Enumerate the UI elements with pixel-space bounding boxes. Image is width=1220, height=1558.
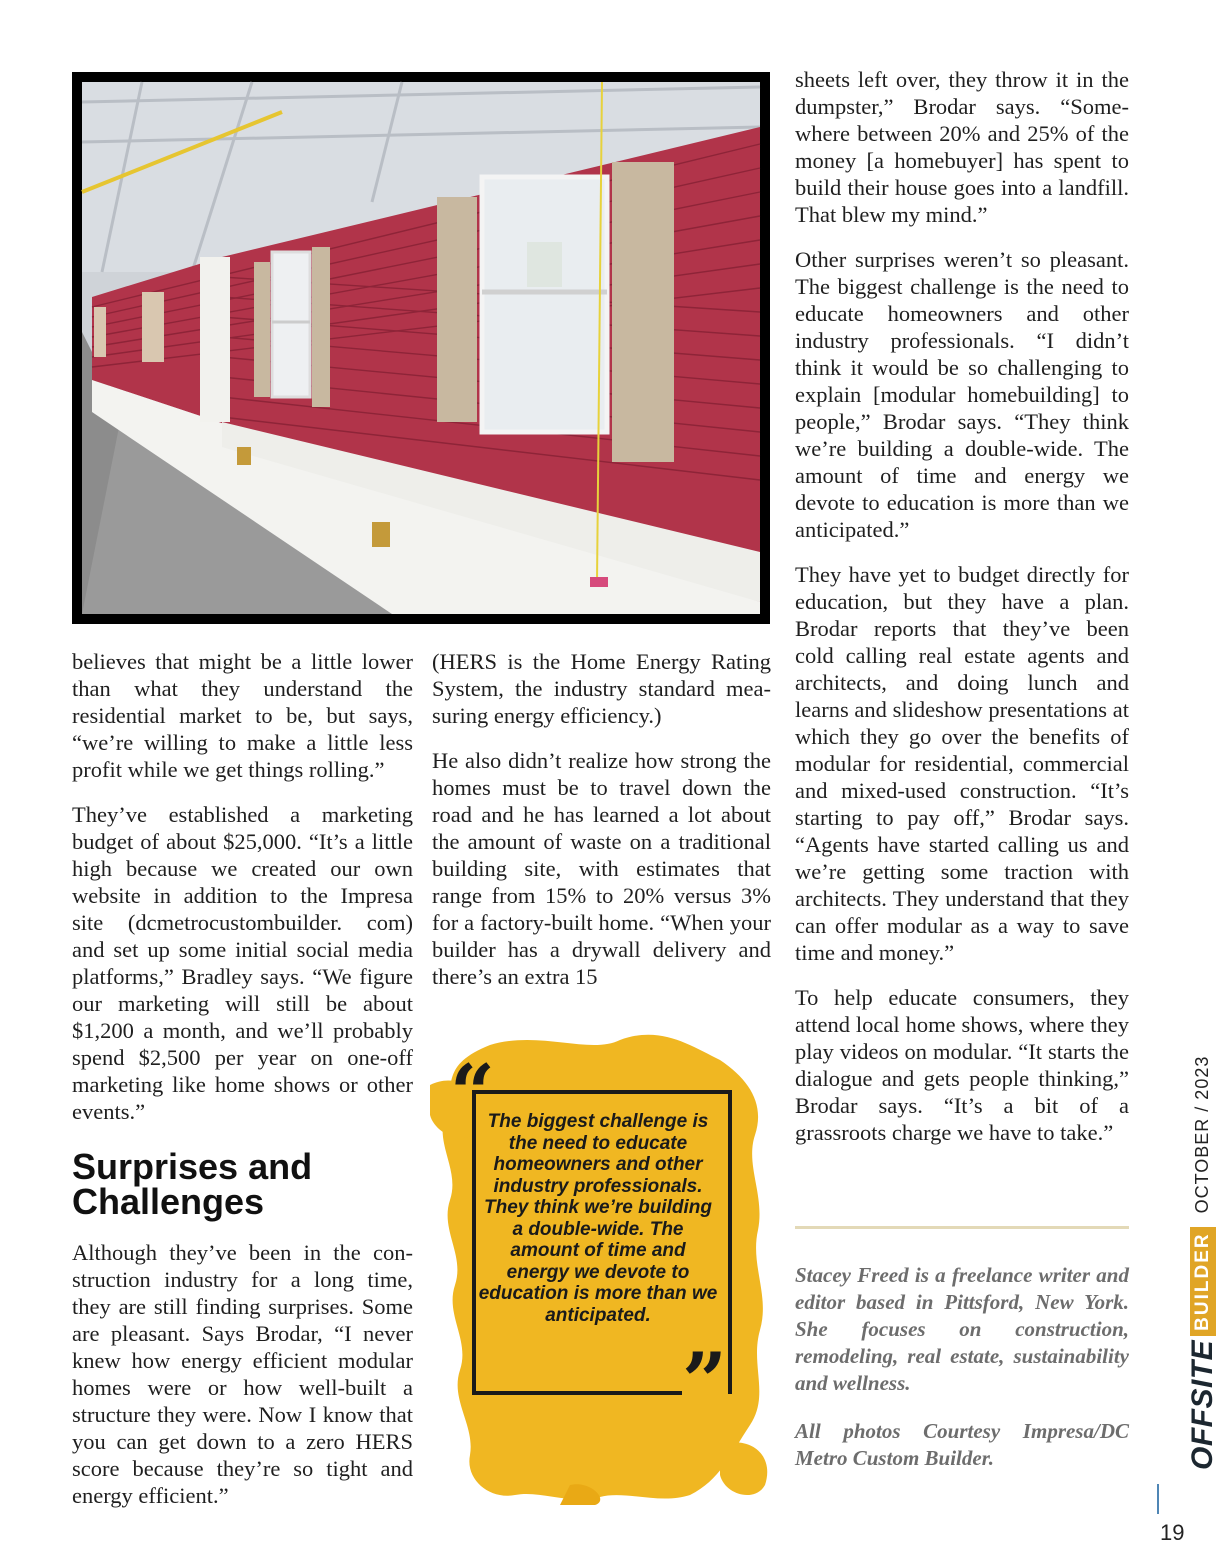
open-quote-icon: “ (450, 1048, 495, 1139)
body-paragraph: Although they’ve been in the construction industry for a long time, they are still finding surprises. Some are pleasant. Says Brodar, “I never knew how energy efficient modular homes were or how well-built a structure they were. Now I know that you can get down to a zero HERS score because they’re so tight and energy efficient.” (72, 1240, 413, 1508)
photo-credit: All photos Courtesy Impresa/DC Metro Custom Builder. (795, 1419, 1129, 1470)
author-bio-text: Stacey Freed is a freelance writer and editor based in Pittsford, New York. She focuses on construction, remodeling, real estate, sustainability and wellness. (795, 1263, 1129, 1395)
bio-divider (795, 1226, 1129, 1229)
modular-home-photo (82, 82, 760, 614)
quote-border-bottom (472, 1391, 682, 1395)
quote-border-corner (472, 1355, 476, 1395)
article-column-middle (432, 648, 771, 1008)
brand-offsite-logo: OFFSITE (1186, 1339, 1219, 1470)
body-paragraph: Other surprises weren’t so pleasant. The biggest challenge is the need to educate homeowners and other industry professionals. “I didn’t think it would be so challenging to explain [modular homebuilding] to people,” Brodar says. “They think we’re building a double-wide. The amount of time and energy we devote to education is more than we anticipated.” (795, 247, 1129, 542)
body-paragraph: (HERS is the Home Energy Rating System, the industry standard measuring energy efficiency.) (432, 649, 771, 728)
magazine-sidebar (1148, 1055, 1219, 1480)
brand-builder-logo: BUILDER (1190, 1227, 1216, 1335)
body-paragraph: They have yet to budget directly for education, but they have a plan. Brodar reports that they’ve been cold calling real estate agents and architects, and doing lunch and learns and slideshow presentations at which they go over the benefits of modular for residential, commercial and mixed-used construction. “It’s starting to pay off,” Brodar says. “Agents have started calling us and we’re getting some traction with architects. They understand that they can offer modular as a way to save time and money.” (795, 562, 1129, 965)
body-paragraph: believes that might be a little lower than what they understand the residential market to be, but says, “we’re willing to make a little less profit while we get things rolling.” (72, 649, 413, 782)
body-paragraph: To help educate consumers, they attend local home shows, where they play videos on modular. “It starts the dialogue and gets people thinking,” Brodar says. “It’s a bit of a grassroots charge we have to take.” (795, 985, 1129, 1145)
close-quote-icon: ” (682, 1336, 727, 1427)
article-photo-frame (72, 72, 770, 624)
author-bio (795, 1262, 1129, 1493)
page-number-divider (1157, 1484, 1159, 1514)
body-paragraph: He also didn’t realize how strong the homes must be to travel down the road and he has learned a lot about the amount of waste on a traditional building site, with estimates that range from 15% to 20% versus 3% for a factory-built home. “When your builder has a drywall delivery and there’s an extra 15 (432, 748, 771, 989)
section-heading: Surprises and Challenges (72, 1146, 313, 1222)
pull-quote (420, 1025, 780, 1505)
body-paragraph: They’ve established a marketing budget of about $25,000. “It’s a little high because we created our own website in addition to the Impresa site (dcmetrocustombuilder. com) and set up some initial social media platforms,” Bradley says. “We figure our marketing will still be about $1,200 a month, and we’ll probably spend $2,500 per year on one-off marketing like home shows or other events.” (72, 802, 413, 1124)
article-column-left (72, 648, 413, 1527)
article-column-right (795, 66, 1129, 1164)
pull-quote-text: The biggest challenge is the need to educate homeowners and other industry professionals. They think we’re building a double-wide. The amount of time and energy we devote to education is more than we anticipated. (478, 1111, 718, 1326)
body-paragraph: sheets left over, they throw it in the dumpster,” Brodar says. “Somewhere between 20% and 25% of the money [a homebuyer] has spent to build their house goes into a landfill. That blew my mind.” (795, 67, 1129, 227)
page-number: 19 (1160, 1520, 1185, 1545)
issue-date: OCTOBER / 2023 (1192, 1055, 1212, 1214)
